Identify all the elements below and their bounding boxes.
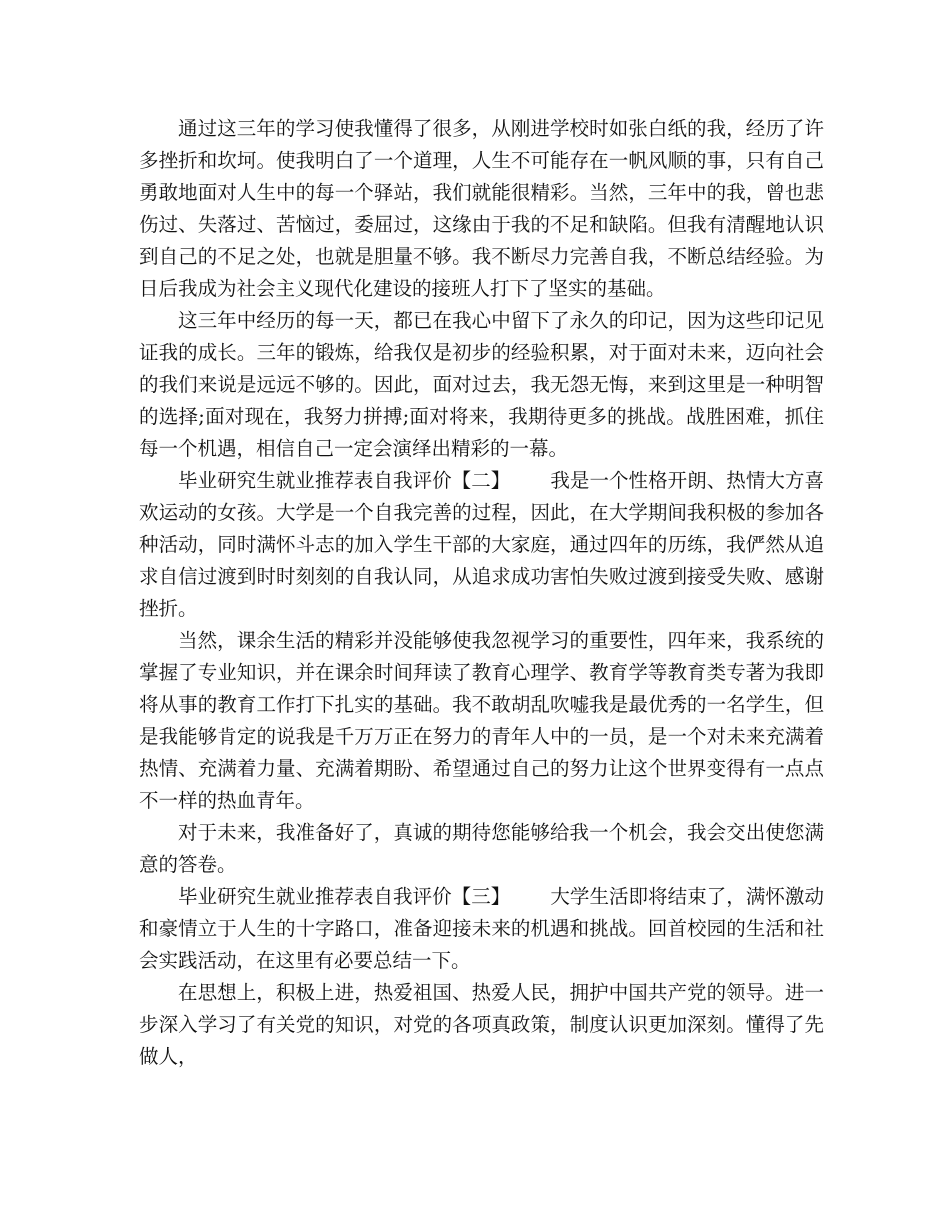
section-3-heading: 毕业研究生就业推荐表自我评价【三】 — [178, 885, 511, 908]
section-2-heading: 毕业研究生就业推荐表自我评价【二】 — [178, 469, 511, 492]
paragraph-5: 在思想上，积极上进，热爱祖国、热爱人民，拥护中国共产党的领导。进一步深入学习了有关党的知识，对党的各项真政策，制度认识更加深刻。懂得了先做人， — [139, 981, 824, 1068]
paragraph-1: 通过这三年的学习使我懂得了很多，从刚进学校时如张白纸的我，经历了许多挫折和坎坷。使我明白了一个道理，人生不可能存在一帆风顺的事，只有自己勇敢地面对人生中的每一个驿站，我们就能很精彩。当然，三年中的我，曾也悲伤过、失落过、苦恼过，委屈过，这缘由于我的不足和缺陷。但我有清醒地认识到自己的不足之处，也就是胆量不够。我不断尽力完善自我，不断总结经验。为日后我成为社会主义现代化建设的接班人打下了坚实的基础。 — [139, 117, 824, 300]
section-3-paragraph — [139, 881, 824, 977]
paragraph-4: 对于未来，我准备好了，真诚的期待您能够给我一个机会，我会交出使您满意的答卷。 — [139, 821, 824, 876]
paragraph-3: 当然，课余生活的精彩并没能够使我忽视学习的重要性，四年来，我系统的掌握了专业知识，并在课余时间拜读了教育心理学、教育学等教育类专著为我即将从事的教育工作打下扎实的基础。我不敢胡乱吹嘘我是最优秀的一名学生，但是我能够肯定的说我是千万万正在努力的青年人中的一员，是一个对未来充满着热情、充满着力量、充满着期盼、希望通过自己的努力让这个世界变得有一点点不一样的热血青年。 — [139, 629, 824, 812]
paragraph-2: 这三年中经历的每一天，都已在我心中留下了永久的印记，因为这些印记见证我的成长。三年的锻炼，给我仅是初步的经验积累，对于面对未来，迈向社会的我们来说是远远不够的。因此，面对过去，我无怨无悔，来到这里是一种明智的选择;面对现在，我努力拼搏;面对将来，我期待更多的挑战。战胜困难，抓住每一个机遇，相信自己一定会演绎出精彩的一幕。 — [139, 309, 824, 460]
section-2-paragraph — [139, 465, 824, 625]
section-2-text: 我是一个性格开朗、热情大方喜欢运动的女孩。大学是一个自我完善的过程，因此，在大学期间我积极的参加各种活动，同时满怀斗志的加入学生干部的大家庭，通过四年的历练，我俨然从追求自信过渡到时时刻刻的自我认同，从追求成功害怕失败过渡到接受失败、感谢挫折。 — [139, 469, 824, 620]
document-body — [139, 113, 824, 1073]
section-3-text: 大学生活即将结束了，满怀激动和豪情立于人生的十字路口，准备迎接未来的机遇和挑战。回首校园的生活和社会实践活动，在这里有必要总结一下。 — [139, 885, 824, 972]
